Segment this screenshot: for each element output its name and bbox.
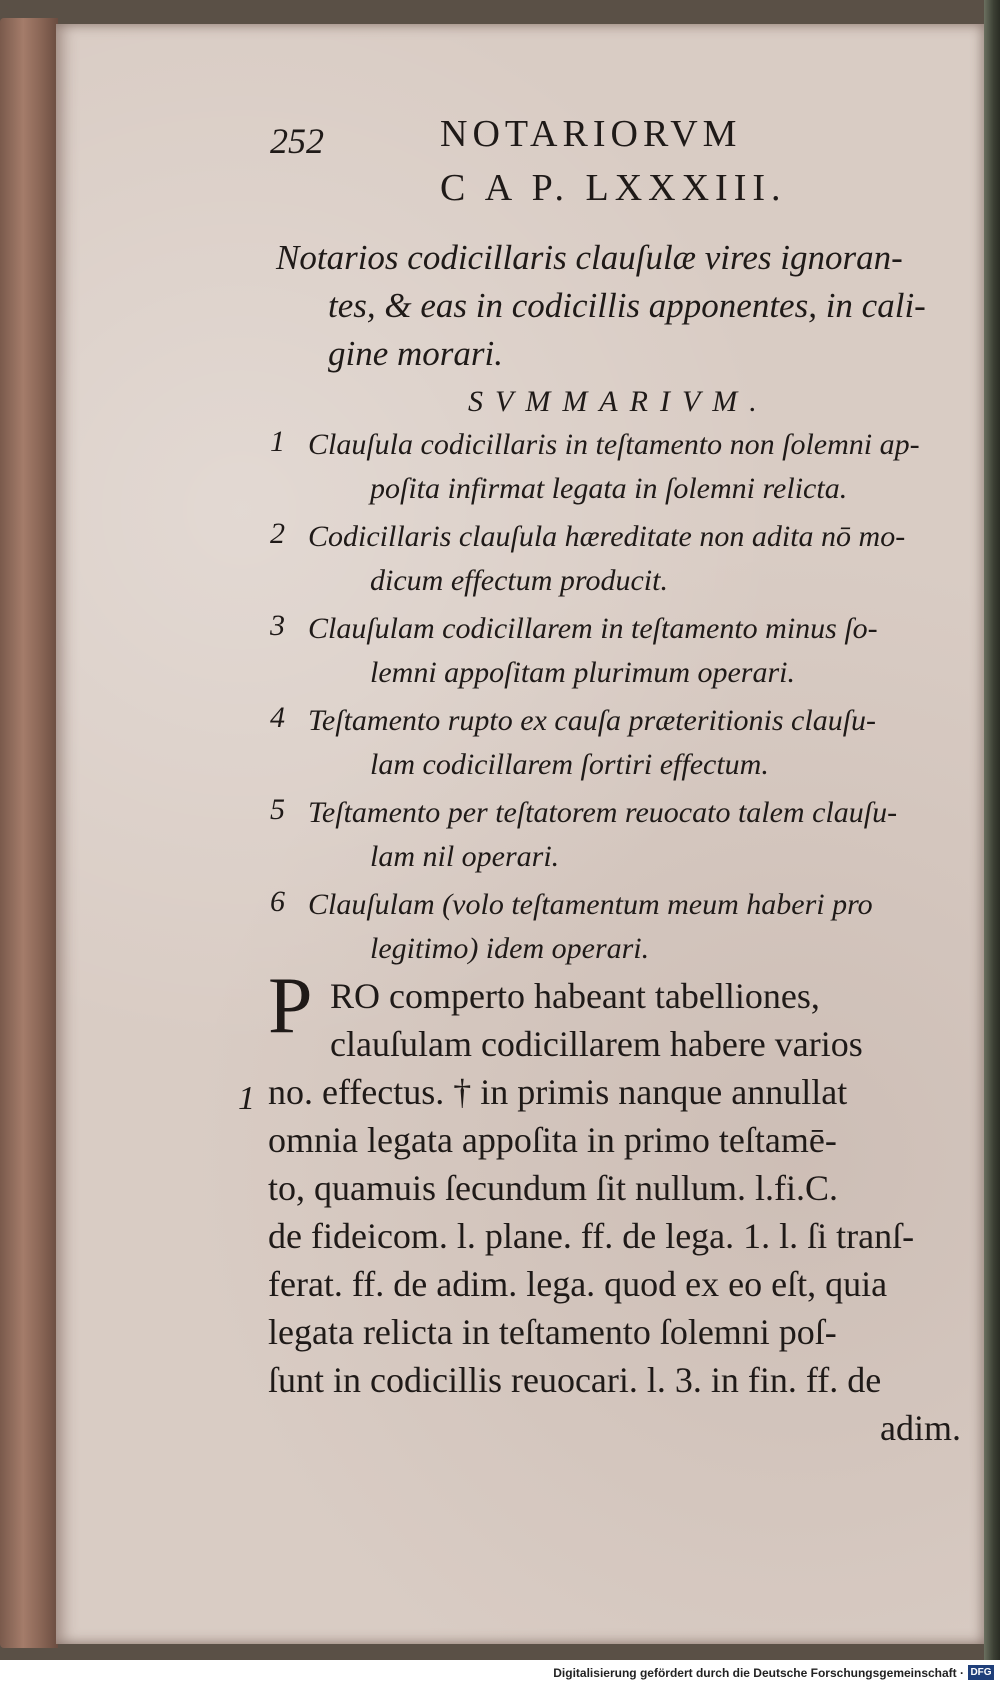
- right-binding-edge: [984, 0, 1000, 1660]
- summary-item: [270, 701, 970, 793]
- lead-line: tes, & eas in codicillis apponentes, in cali-: [328, 286, 926, 325]
- body-line: ſunt in codicillis reuocari. l. 3. in fin. ff. de: [268, 1360, 882, 1400]
- body-line: omnia legata appoſita in primo teſtamē-: [268, 1120, 837, 1160]
- lead-line: Notarios codicillaris clauſulæ vires ignoran-: [276, 238, 903, 277]
- summary-item: [270, 793, 970, 885]
- summary-item: [270, 609, 970, 701]
- dfg-logo-icon: DFG: [968, 1665, 994, 1680]
- running-title: NOTARIORVM: [440, 113, 742, 155]
- page-number: 252: [270, 121, 324, 161]
- chapter-lead: [276, 234, 956, 378]
- item-line: dicum effectum producit.: [370, 564, 668, 597]
- item-number: 1: [270, 425, 285, 458]
- summary-list: [270, 425, 970, 977]
- summary-item: [270, 885, 970, 977]
- item-line: lam codicillarem ſortiri effectum.: [370, 748, 769, 781]
- body-line: clauſulam codicillarem habere varios: [330, 1024, 863, 1064]
- summary-heading: SVMMARIVM.: [468, 385, 769, 418]
- item-line: lam nil operari.: [370, 840, 560, 873]
- item-line: lemni appoſitam plurimum operari.: [370, 656, 795, 689]
- funding-credit: Digitalisierung gefördert durch die Deutsche Forschungsgemeinschaft ·: [553, 1666, 964, 1680]
- item-line: Teſtamento per teſtatorem reuocato talem clauſu-: [308, 796, 898, 829]
- chapter-heading: C A P. LXXXIII.: [440, 167, 787, 209]
- item-number: 6: [270, 885, 285, 918]
- left-page-edge: [0, 18, 58, 1648]
- item-line: Clauſulam codicillarem in teſtamento minus ſo-: [308, 612, 878, 645]
- body-line: no. effectus. † in primis nanque annullat: [268, 1072, 848, 1112]
- lead-line: gine morari.: [328, 334, 503, 373]
- body-line: RO comperto habeant tabelliones,: [330, 976, 820, 1016]
- item-number: 2: [270, 517, 285, 550]
- item-number: 4: [270, 701, 285, 734]
- item-number: 3: [270, 609, 285, 642]
- margin-note-number: 1: [238, 1080, 255, 1117]
- item-line: legitimo) idem operari.: [370, 932, 650, 965]
- item-line: Codicillaris clauſula hæreditate non adita nō mo-: [308, 520, 906, 553]
- item-line: Clauſulam (volo teſtamentum meum haberi pro: [308, 888, 873, 921]
- body-line: de fideicom. l. plane. ff. de lega. 1. l. ſi tranſ-: [268, 1216, 915, 1256]
- summary-item: [270, 425, 970, 517]
- body-line: ferat. ff. de adim. lega. quod ex eo eſt, quia: [268, 1264, 888, 1304]
- drop-capital: P: [268, 962, 313, 1050]
- item-line: poſita infirmat legata in ſolemni relicta.: [370, 472, 848, 505]
- body-line: adim.: [880, 1408, 961, 1448]
- body-line: legata relicta in teſtamento ſolemni poſ-: [268, 1312, 837, 1352]
- summary-item: [270, 517, 970, 609]
- body-line: to, quamuis ſecundum ſit nullum. l.fi.C.: [268, 1168, 838, 1208]
- item-number: 5: [270, 793, 285, 826]
- item-line: Clauſula codicillaris in teſtamento non ſolemni ap-: [308, 428, 920, 461]
- item-line: Teſtamento rupto ex cauſa præteritionis clauſu-: [308, 704, 877, 737]
